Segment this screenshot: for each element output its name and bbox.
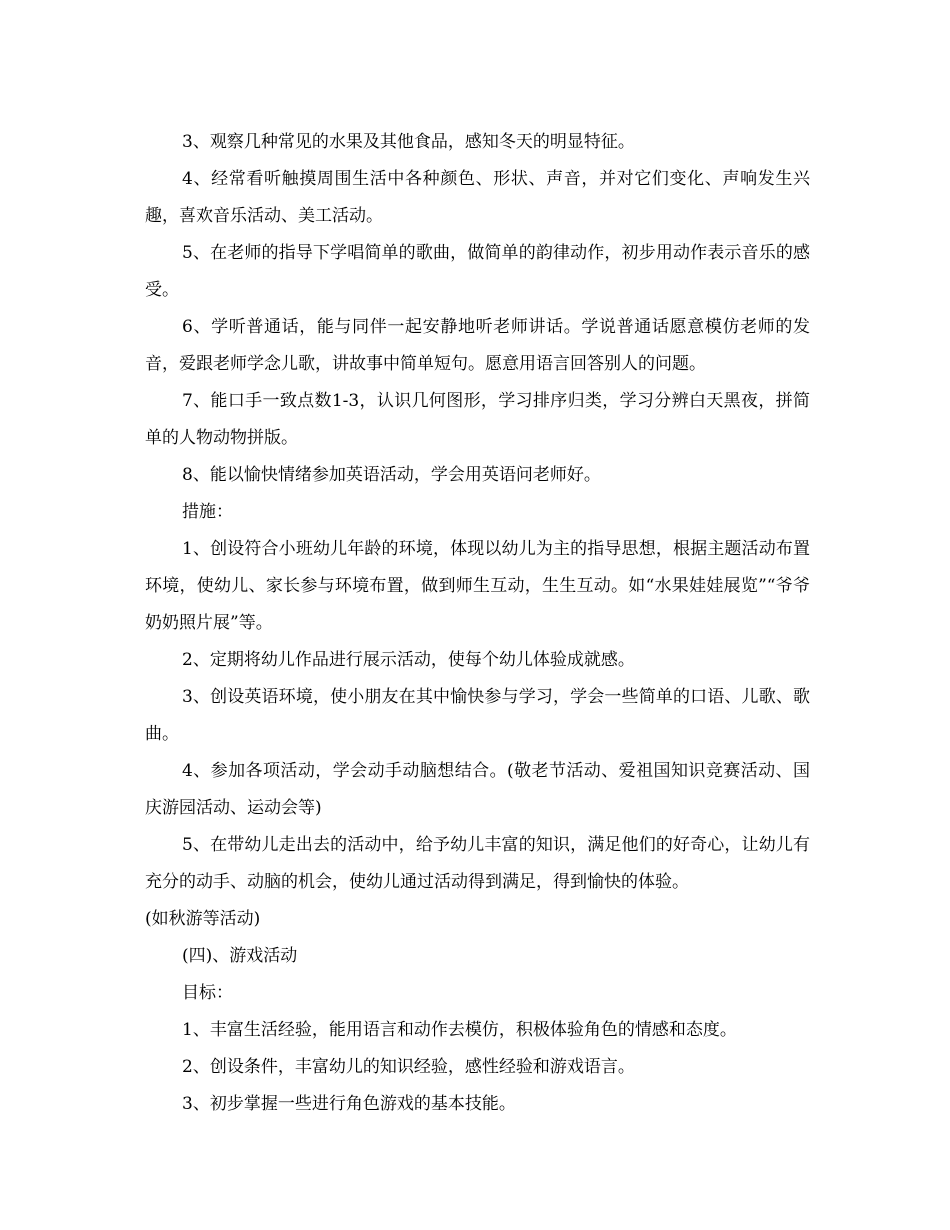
paragraph-game-goal-1: 1、丰富生活经验，能用语言和动作去模仿，积极体验角色的情感和态度。 — [182, 1020, 737, 1040]
document-page — [145, 124, 810, 1123]
paragraph-game-goal-2: 2、创设条件，丰富幼儿的知识经验，感性经验和游戏语言。 — [182, 1057, 635, 1077]
paragraph-game-goal-3: 3、初步掌握一些进行角色游戏的基本技能。 — [182, 1094, 516, 1114]
heading-game-activities: (四)、游戏活动 — [182, 946, 298, 966]
paragraph-measure-2: 2、定期将幼儿作品进行展示活动，使每个幼儿体验成就感。 — [182, 650, 635, 670]
paragraph-goal-5: 5、在老师的指导下学唱简单的歌曲，做简单的韵律动作，初步用动作表示音乐的感受。 — [145, 243, 810, 300]
heading-measures: 措施： — [182, 502, 233, 522]
paragraph-measure-5: 5、在带幼儿走出去的活动中，给予幼儿丰富的知识，满足他们的好奇心，让幼儿有充分的动手、动脑的机会，使幼儿通过活动得到满足，得到愉快的体验。 — [145, 835, 810, 892]
paragraph-measure-1: 1、创设符合小班幼儿年龄的环境，体现以幼儿为主的指导思想，根据主题活动布置环境，使幼儿、家长参与环境布置，做到师生互动，生生互动。如“水果娃娃展览”“爷爷奶奶照片展”等。 — [145, 539, 810, 633]
paragraph-measure-5-note: (如秋游等活动) — [145, 909, 261, 929]
paragraph-measure-3: 3、创设英语环境，使小朋友在其中愉快参与学习，学会一些简单的口语、儿歌、歌曲。 — [145, 687, 810, 744]
heading-goals: 目标： — [182, 983, 233, 1003]
paragraph-goal-8: 8、能以愉快情绪参加英语活动，学会用英语问老师好。 — [182, 465, 601, 485]
paragraph-goal-6: 6、学听普通话，能与同伴一起安静地听老师讲话。学说普通话愿意模仿老师的发音，爱跟老师学念儿歌，讲故事中简单短句。愿意用语言回答别人的问题。 — [145, 317, 810, 374]
paragraph-goal-3: 3、观察几种常见的水果及其他食品，感知冬天的明显特征。 — [182, 132, 635, 152]
paragraph-goal-4: 4、经常看听触摸周围生活中各种颜色、形状、声音，并对它们变化、声响发生兴趣，喜欢音乐活动、美工活动。 — [145, 169, 810, 226]
paragraph-goal-7: 7、能口手一致点数1-3，认识几何图形，学习排序归类，学习分辨白天黑夜，拼简单的人物动物拼版。 — [145, 391, 810, 448]
paragraph-measure-4: 4、参加各项活动，学会动手动脑想结合。(敬老节活动、爱祖国知识竞赛活动、国庆游园活动、运动会等) — [145, 761, 810, 818]
